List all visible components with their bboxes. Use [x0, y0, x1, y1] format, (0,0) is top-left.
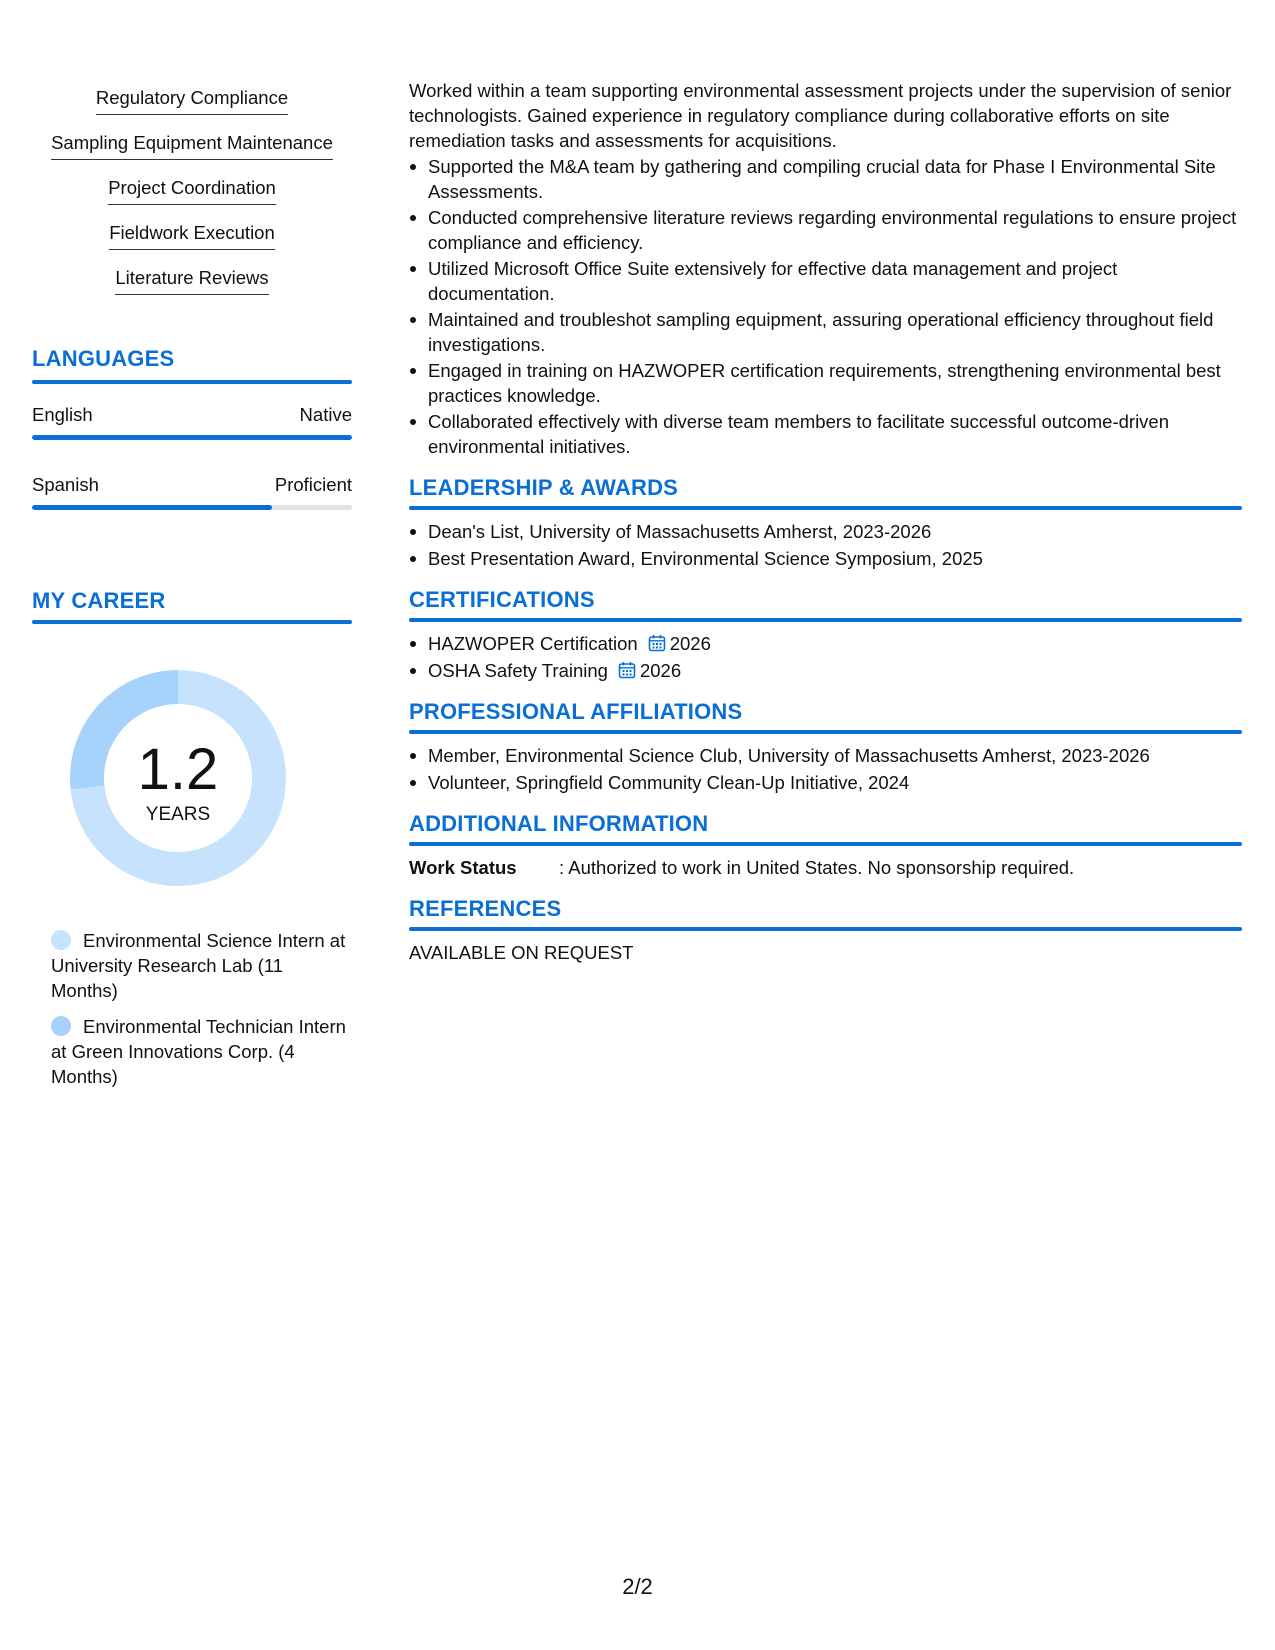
section-title: ADDITIONAL INFORMATION: [409, 811, 709, 836]
legend-dot: [51, 930, 71, 950]
language-name: English: [32, 404, 93, 425]
skills-list: [32, 86, 352, 311]
section-divider: [32, 380, 352, 384]
list-item: Utilized Microsoft Office Suite extensively for effective data management and project documentation.: [409, 256, 1242, 306]
list-item: [409, 631, 1242, 656]
additional-info-section: [409, 809, 1242, 880]
section-divider: [32, 620, 352, 624]
list-item: Dean's List, University of Massachusetts Amherst, 2023-2026: [409, 519, 1242, 544]
language-level: Native: [299, 404, 352, 425]
section-divider: [409, 618, 1242, 622]
career-entry: Environmental Science Intern at University Research Lab (11 Months): [51, 930, 346, 1001]
legend-dot: [51, 1016, 71, 1036]
references-text: AVAILABLE ON REQUEST: [409, 942, 634, 963]
career-total-value: 1.2: [137, 737, 219, 802]
section-title: MY CAREER: [32, 588, 166, 613]
calendar-icon: [618, 661, 636, 679]
list-item: Best Presentation Award, Environmental Science Symposium, 2025: [409, 546, 1242, 571]
language-proficiency-bar: [32, 435, 352, 440]
certification-year: 2026: [639, 660, 682, 681]
list-item: Supported the M&A team by gathering and compiling crucial data for Phase I Environmental Site Assessments.: [409, 154, 1242, 204]
certifications-section: [409, 585, 1242, 683]
leadership-section: [409, 473, 1242, 571]
list-item: Conducted comprehensive literature reviews regarding environmental regulations to ensure project compliance and efficiency.: [409, 205, 1242, 255]
language-row: [32, 474, 352, 510]
references-section: [409, 894, 1242, 965]
experience-bullets: [409, 154, 1242, 459]
language-proficiency-bar: [32, 505, 352, 510]
right-column: [409, 78, 1242, 965]
career-total-unit: YEARS: [145, 804, 211, 825]
section-divider: [409, 842, 1242, 846]
skill-item: Sampling Equipment Maintenance: [32, 131, 352, 176]
section-divider: [409, 506, 1242, 510]
section-divider: [409, 927, 1242, 931]
affiliations-section: [409, 697, 1242, 795]
career-section-header: [32, 588, 352, 624]
career-total: [64, 664, 292, 892]
skill-item: Fieldwork Execution: [32, 221, 352, 266]
career-entry: Environmental Technician Intern at Green Innovations Corp. (4 Months): [51, 1016, 346, 1087]
certification-name: OSHA Safety Training: [428, 660, 608, 681]
section-title: LEADERSHIP & AWARDS: [409, 475, 679, 500]
experience-summary: Worked within a team supporting environmental assessment projects under the supervision of senior technologists. Gained experience in regulatory compliance during collaborative efforts on site remediation tasks and assessments for acquisitions.: [409, 80, 1232, 151]
skill-item: Regulatory Compliance: [32, 86, 352, 131]
list-item: Volunteer, Springfield Community Clean-Up Initiative, 2024: [409, 770, 1242, 795]
work-status-value: : Authorized to work in United States. No sponsorship required.: [559, 857, 1075, 878]
work-status-row: [409, 855, 1242, 880]
languages-section-header: [32, 346, 352, 384]
language-name: Spanish: [32, 474, 99, 495]
page-number: 2/2: [622, 1574, 653, 1599]
language-row: [32, 404, 352, 440]
section-title: REFERENCES: [409, 896, 562, 921]
language-level: Proficient: [274, 474, 352, 495]
certification-name: HAZWOPER Certification: [428, 633, 638, 654]
work-status-label: Work Status: [409, 857, 517, 878]
skill-item: Project Coordination: [32, 176, 352, 221]
list-item: Collaborated effectively with diverse team members to facilitate successful outcome-driven environmental initiatives.: [409, 409, 1242, 459]
certification-year: 2026: [669, 633, 711, 654]
calendar-icon: [648, 634, 666, 652]
list-item: Member, Environmental Science Club, University of Massachusetts Amherst, 2023-2026: [409, 743, 1242, 768]
section-title: CERTIFICATIONS: [409, 587, 595, 612]
list-item: Engaged in training on HAZWOPER certification requirements, strengthening environmental best practices knowledge.: [409, 358, 1242, 408]
section-title: LANGUAGES: [32, 346, 175, 371]
section-title: PROFESSIONAL AFFILIATIONS: [409, 699, 743, 724]
skill-item: Literature Reviews: [32, 266, 352, 311]
section-divider: [409, 730, 1242, 734]
list-item: [409, 658, 1242, 683]
list-item: Maintained and troubleshot sampling equipment, assuring operational efficiency throughout field investigations.: [409, 307, 1242, 357]
